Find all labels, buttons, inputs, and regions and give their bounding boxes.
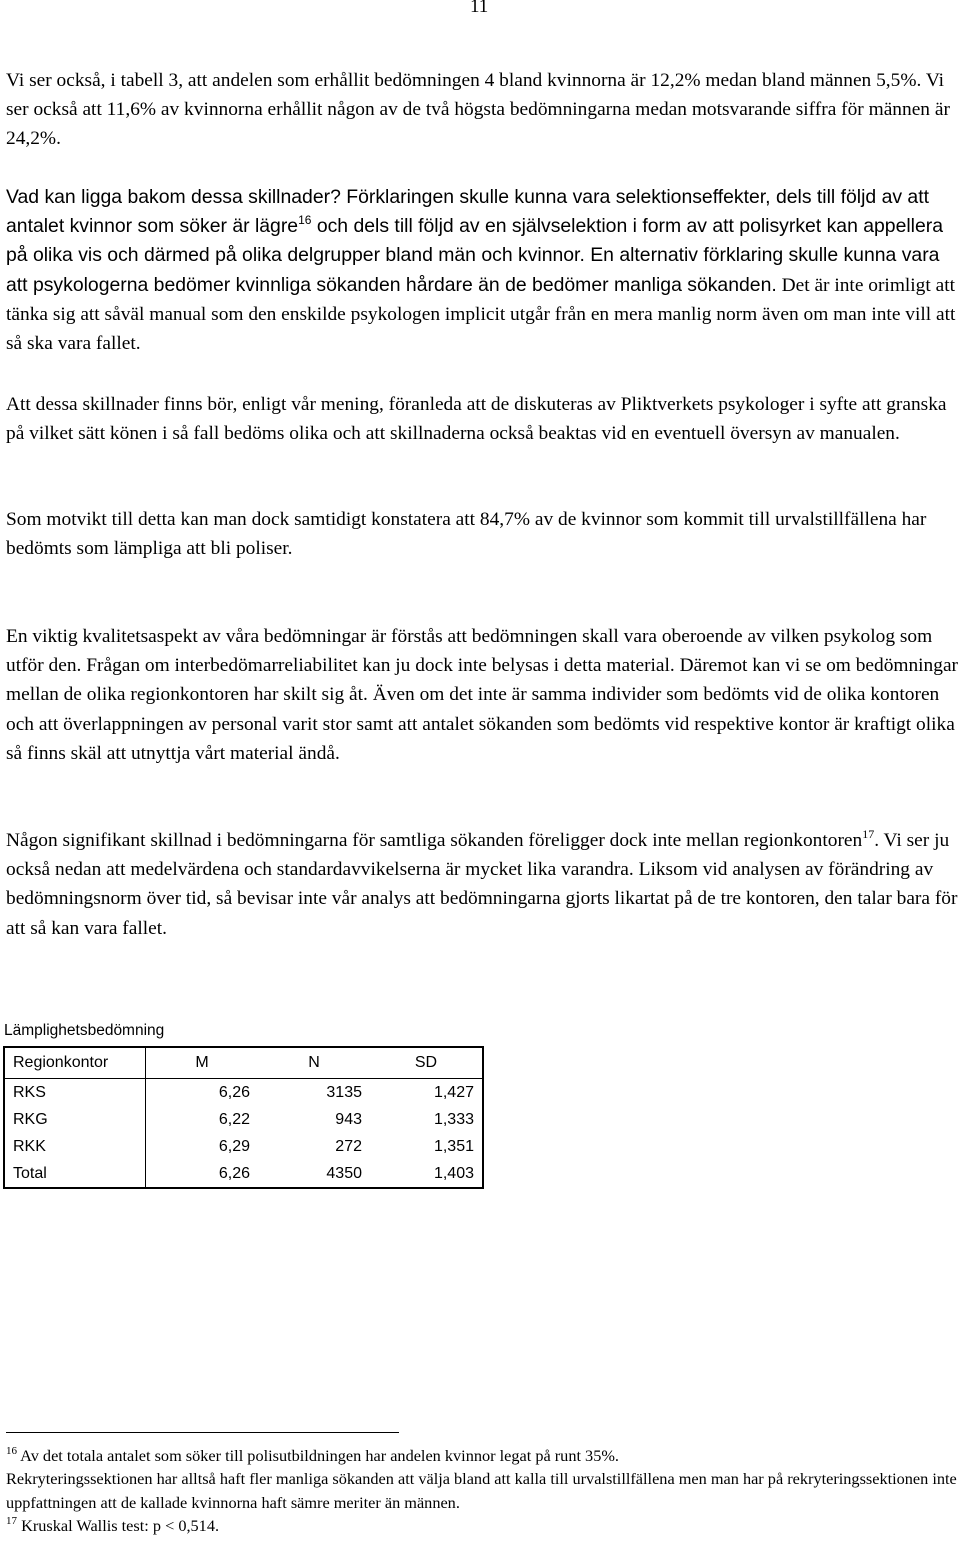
- cell-sd: 1,333: [433, 1110, 474, 1128]
- footnote-17-text: Kruskal Wallis test: p < 0,514.: [17, 1516, 220, 1536]
- table-row: [4, 1079, 483, 1107]
- cell-m: 6,22: [218, 1110, 250, 1128]
- paragraph-motvikt: Som motvikt till detta kan man dock samtidigt konstatera att 84,7% av de kvinnor som kommit till urvalstillfällena har bedömts som lämpliga att bli poliser.: [6, 509, 927, 560]
- cell-sd: 1,403: [433, 1164, 474, 1182]
- paragraph-tabell3: Vi ser också, i tabell 3, att andelen som erhållit bedömningen 4 bland kvinnorna är 12,2% medan bland männen 5,5%. Vi ser också att 11,6% av kvinnorna erhållit någon av de två högsta bedömningarna medan motsvarande siffra för männen är 24,2%.: [6, 70, 950, 150]
- header-regionkontor: Regionkontor: [4, 1047, 146, 1079]
- cell-n: 943: [335, 1110, 362, 1128]
- cell-n: 4350: [326, 1164, 362, 1182]
- footnote-16: [6, 1444, 958, 1467]
- paragraph-regionkontoren-text: Någon signifikant skillnad i bedömningarna för samtliga sökanden föreligger dock inte mellan regionkontoren: [6, 830, 863, 851]
- paragraph-skillnader-text-3: Det är inte orimligt att tänka sig att såväl manual som den enskilde psykologen implicit utgår från en mera manlig norm även om man inte vill att så ska vara fallet.: [6, 274, 956, 355]
- header-n: N: [258, 1047, 370, 1079]
- footnote-16-text: Av det totala antalet som söker till polisutbildningen har andelen kvinnor legat på runt 35%.: [17, 1446, 619, 1465]
- cell-n: 3135: [326, 1083, 362, 1101]
- table-header-row: [4, 1047, 483, 1079]
- table-title: Lämplighetsbedömning: [4, 1022, 165, 1039]
- paragraph-kvalitetsaspekt: En viktig kvalitetsaspekt av våra bedömningar är förstås att bedömningen skall vara oberoende av vilken psykolog som utför den. Frågan om interbedömarreliabilitet kan ju dock inte belysas i detta material. Däremot kan vi se om bedömningar mellan de olika regionkontoren har skilt sig åt. Även om det inte är samma individer som bedömts vid de olika kontoren och att överlappningen av personal varit stor samt att antalet sökanden som bedömts vid respektive kontor är kraftigt olika så finns skäl att utnyttja vårt material ändå.: [6, 626, 959, 764]
- cell-n: 272: [335, 1137, 362, 1155]
- paragraph-skillnader-text-2: och dels till följd av en självselektion i form av att polisyrket kan appellera på olika vis och därmed på olika delgrupper bland män och kvinnor. En alternativ förklaring skulle kunna vara att psykologerna bedömer kvinnliga sökanden hårdare än de bedömer manliga sökanden.: [6, 215, 944, 296]
- cell-office: RKK: [4, 1133, 146, 1160]
- table-row: [4, 1106, 483, 1133]
- paragraph-regionkontoren: [6, 826, 958, 943]
- page-number: 11: [470, 0, 489, 17]
- footnote-17-number: 17: [6, 1515, 17, 1528]
- table-row: [4, 1133, 483, 1160]
- footnote-17: [6, 1514, 958, 1537]
- paragraph-regionkontoren-text-2: . Vi ser ju också nedan att medelvärdena och standardavvikelserna är mycket lika varandra. Liksom vid analysen av förändring av bedömningsnorm över tid, så bevisar inte vår analys att bedömningarna gjorts likartat på de tre kontoren, den talar bara för att så kan vara fallet.: [6, 830, 958, 939]
- cell-office: Total: [4, 1160, 146, 1188]
- paragraph-skillnader: [6, 183, 958, 358]
- footnote-16-number: 16: [6, 1445, 17, 1457]
- stats-table: [3, 1046, 484, 1189]
- footnote-16-continuation: Rekryteringssektionen har alltså haft fler manliga sökanden att välja bland att kalla till urvalstillfällena men man har på rekryteringssektionen inte uppfattningen att de kallade kvinnorna haft sämre meriter än männen.: [6, 1469, 957, 1512]
- paragraph-pliktverket: Att dessa skillnader finns bör, enligt vår mening, föranleda att de diskuteras av Pliktverkets psykologer i syfte att granska på vilket sätt könen i så fall bedöms olika och att skillnaderna också beaktas vid en eventuell översyn av manualen.: [6, 394, 947, 445]
- cell-sd: 1,351: [433, 1137, 474, 1155]
- header-sd: SD: [370, 1047, 483, 1079]
- footnote-divider: [6, 1432, 399, 1433]
- footnote-ref-16: 16: [298, 213, 312, 228]
- cell-office: RKS: [4, 1079, 146, 1107]
- cell-m: 6,26: [218, 1083, 250, 1101]
- footnote-ref-17: 17: [862, 827, 875, 841]
- header-m: M: [146, 1047, 259, 1079]
- cell-office: RKG: [4, 1106, 146, 1133]
- cell-m: 6,29: [218, 1137, 250, 1155]
- footnotes: [6, 1444, 958, 1538]
- table-row: [4, 1160, 483, 1188]
- paragraph-skillnader-text: Vad kan ligga bakom dessa skillnader? Förklaringen skulle kunna vara selektionseffekter, dels till följd av att antalet kvinnor som söker är lägre: [6, 186, 929, 238]
- cell-m: 6,26: [218, 1164, 250, 1182]
- cell-sd: 1,427: [433, 1083, 474, 1101]
